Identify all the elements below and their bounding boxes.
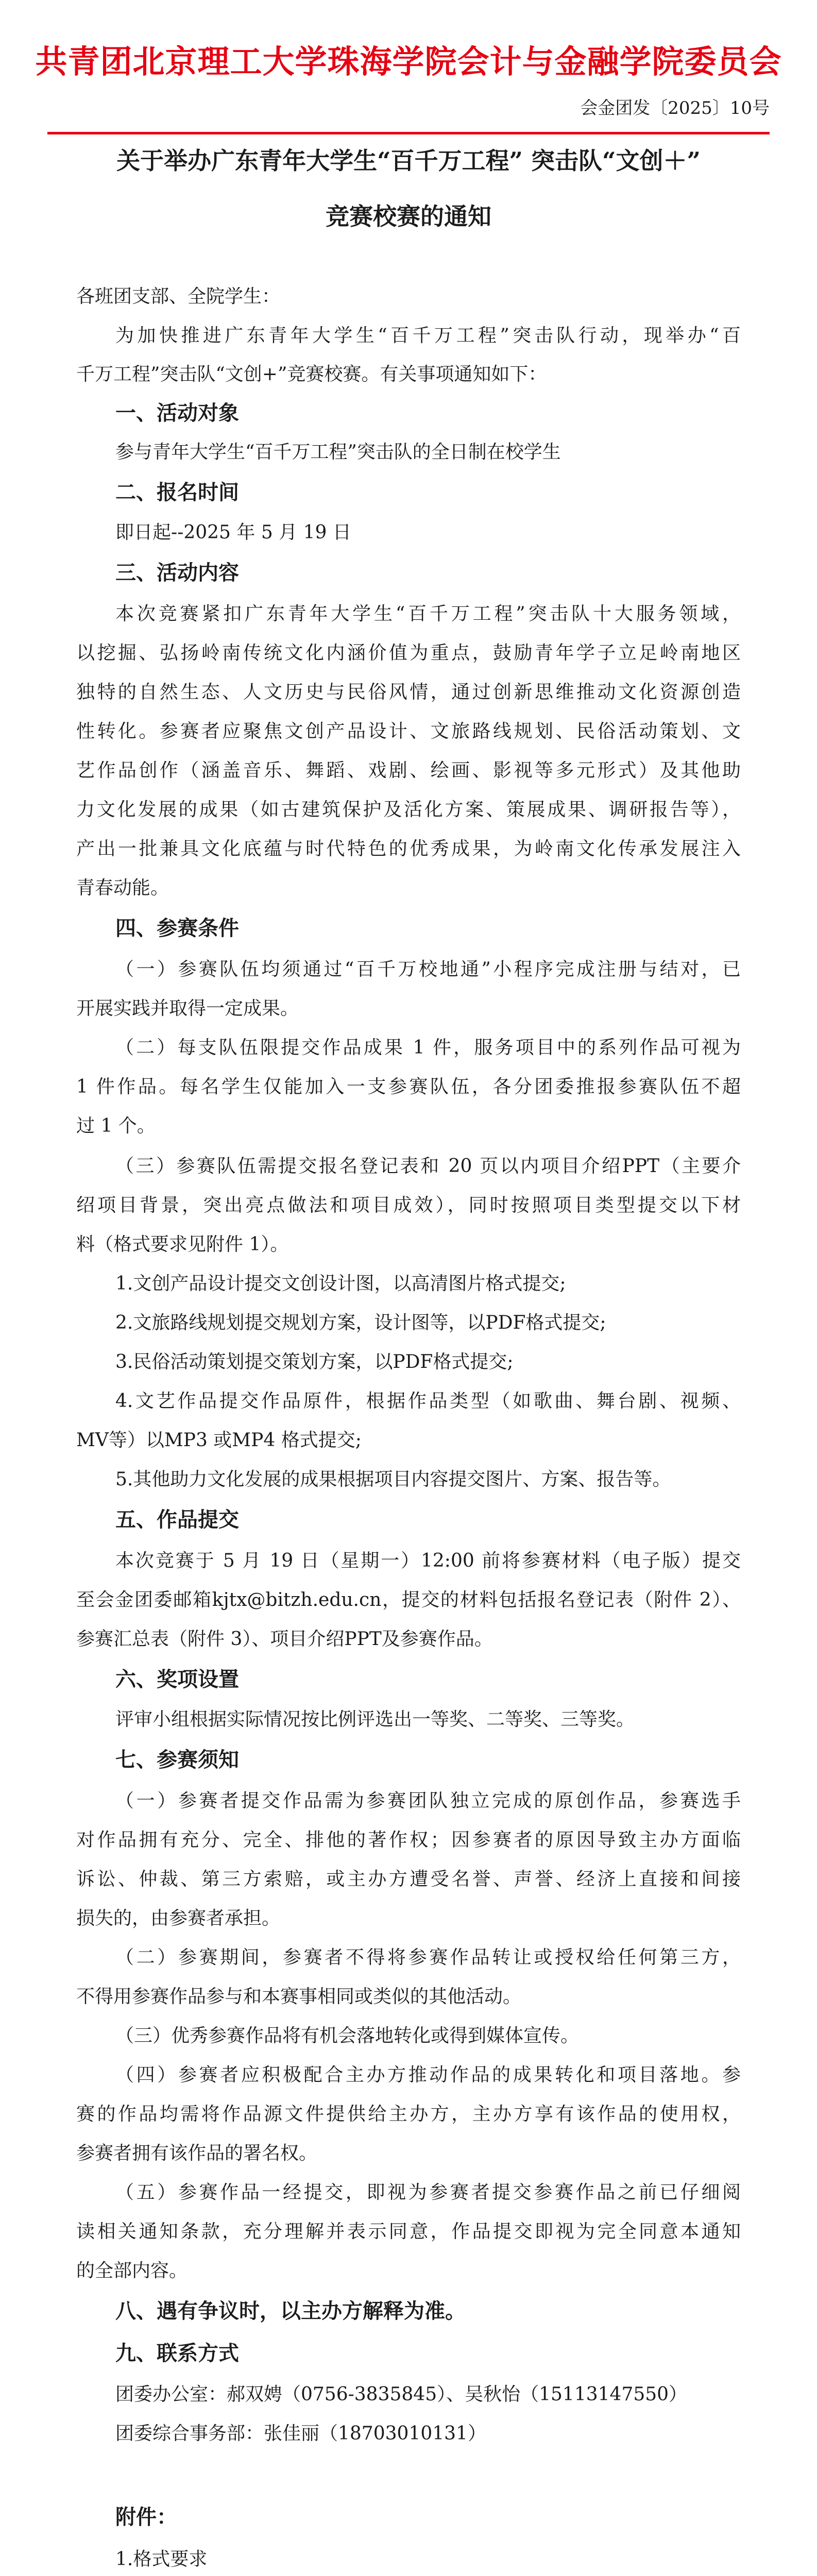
org-title: 共青团北京理工大学珠海学院会计与金融学院委员会 — [35, 43, 782, 80]
section-4-heading: 四、参赛条件 — [115, 916, 239, 940]
section-3-line: 青春动能。 — [76, 877, 169, 899]
notice-title-line-1: 关于举办广东青年大学生“百千万工程” 突击队“文创＋” — [116, 147, 701, 175]
section-3-line: 产出一批兼具文化底蕴与时代特色的优秀成果，为岭南文化传承发展注入 — [76, 838, 741, 859]
section-3-line: 以挖掘、弘扬岭南传统文化内涵价值为重点，鼓励青年学子立足岭南地区 — [76, 642, 741, 664]
section-7-p1-line: 对作品拥有充分、完全、排他的著作权；因参赛者的原因导致主办方面临 — [76, 1829, 741, 1851]
section-7-p2-line: 不得用参赛作品参与和本赛事相同或类似的其他活动。 — [76, 1986, 522, 2007]
section-5-line: 本次竞赛于 5 月 19 日（星期一）12:00 前将参赛材料（电子版）提交 — [115, 1550, 741, 1571]
section-7-heading: 七、参赛须知 — [115, 1748, 239, 1772]
section-3-line: 艺作品创作（涵盖音乐、舞蹈、戏剧、绘画、影视等多元形式）及其他助 — [76, 760, 741, 781]
section-8-heading: 八、遇有争议时，以主办方解释为准。 — [115, 2299, 466, 2323]
section-5-line: 至会金团委邮箱kjtx@bitzh.edu.cn，提交的材料包括报名登记表（附件 2）、 — [76, 1589, 741, 1611]
section-6-text: 评审小组根据实际情况按比例评选出一等奖、二等奖、三等奖。 — [115, 1709, 635, 1730]
section-4-p3-line: 料（格式要求见附件 1）。 — [76, 1234, 289, 1255]
section-4-item: 2.文旅路线规划提交规划方案，设计图等，以PDF格式提交; — [115, 1312, 606, 1333]
section-7-p4-line: （四）参赛者应积极配合主办方推动作品的成果转化和项目落地。参 — [115, 2064, 741, 2086]
section-4-p1-line: 开展实践并取得一定成果。 — [76, 998, 299, 1019]
red-divider — [47, 132, 770, 134]
salutation: 各班团支部、全院学生： — [76, 286, 281, 307]
section-7-p4-line: 赛的作品均需将作品源文件提供给主办方，主办方享有该作品的使用权， — [76, 2104, 741, 2125]
section-1-text: 参与青年大学生“百千万工程”突击队的全日制在校学生 — [115, 442, 561, 463]
section-4-item: 3.民俗活动策划提交策划方案，以PDF格式提交; — [115, 1351, 514, 1372]
section-7-p1-line: 诉讼、仲裁、第三方索赔，或主办方遭受名誉、声誉、经济上直接和间接 — [76, 1869, 741, 1890]
attachments-heading: 附件： — [115, 2505, 177, 2529]
section-5-line: 参赛汇总表（附件 3）、项目介绍PPT及参赛作品。 — [76, 1629, 493, 1650]
section-3-line: 性转化。参赛者应聚焦文创产品设计、文旅路线规划、民俗活动策划、文 — [76, 721, 741, 742]
contact-line: 团委综合事务部：张佳丽（18703010131） — [115, 2423, 486, 2444]
section-2-text: 即日起--2025 年 5 月 19 日 — [115, 522, 351, 543]
section-7-p1-line: 损失的，由参赛者承担。 — [76, 1908, 281, 1929]
section-1-heading: 一、活动对象 — [115, 401, 239, 425]
notice-title-line-2: 竞赛校赛的通知 — [326, 202, 491, 230]
section-6-heading: 六、奖项设置 — [115, 1667, 239, 1691]
section-7-p5-line: （五）参赛作品一经提交，即视为参赛者提交参赛作品之前已仔细阅 — [115, 2182, 741, 2203]
section-4-p2-line: 过 1 个。 — [76, 1115, 156, 1137]
section-2-heading: 二、报名时间 — [115, 480, 239, 504]
attachment-item: 1.格式要求 — [115, 2549, 208, 2570]
section-4-p3-line: （三）参赛队伍需提交报名登记表和 20 页以内项目介绍PPT（主要介 — [115, 1156, 741, 1177]
section-4-item: 4.文艺作品提交作品原件，根据作品类型（如歌曲、舞台剧、视频、 — [115, 1391, 741, 1412]
section-4-item: 1.文创产品设计提交文创设计图，以高清图片格式提交; — [115, 1273, 566, 1294]
section-4-p1-line: （一）参赛队伍均须通过“百千万校地通”小程序完成注册与结对，已 — [115, 959, 741, 980]
section-9-heading: 九、联系方式 — [115, 2341, 239, 2365]
section-5-heading: 五、作品提交 — [115, 1507, 239, 1532]
section-4-p2-line: 1 件作品。每名学生仅能加入一支参赛队伍，各分团委推报参赛队伍不超 — [76, 1076, 741, 1097]
section-3-line: 本次竞赛紧扣广东青年大学生“百千万工程”突击队十大服务领域， — [115, 603, 741, 624]
contact-line: 团委办公室：郝双娉（0756-3835845）、吴秋怡（15113147550） — [115, 2384, 688, 2405]
section-4-item: MV等）以MP3 或MP4 格式提交; — [76, 1430, 362, 1451]
intro-line-2: 千万工程”突击队“文创+”竞赛校赛。有关事项通知如下： — [76, 364, 547, 385]
intro-line-1: 为加快推进广东青年大学生“百千万工程”突击队行动，现举办“百 — [115, 325, 741, 346]
section-3-line: 力文化发展的成果（如古建筑保护及活化方案、策展成果、调研报告等）， — [76, 799, 741, 820]
section-4-item: 5.其他助力文化发展的成果根据项目内容提交图片、方案、报告等。 — [115, 1469, 671, 1490]
section-3-heading: 三、活动内容 — [115, 561, 239, 585]
section-7-p1-line: （一）参赛者提交作品需为参赛团队独立完成的原创作品，参赛选手 — [115, 1790, 741, 1811]
document-number: 会金团发〔2025〕10号 — [580, 98, 770, 118]
section-7-p3-line: （三）优秀参赛作品将有机会落地转化或得到媒体宣传。 — [115, 2025, 580, 2046]
section-7-p4-line: 参赛者拥有该作品的署名权。 — [76, 2143, 318, 2164]
section-7-p5-line: 读相关通知条款，充分理解并表示同意，作品提交即视为完全同意本通知 — [76, 2221, 741, 2242]
section-7-p5-line: 的全部内容。 — [76, 2260, 188, 2281]
section-7-p2-line: （二）参赛期间，参赛者不得将参赛作品转让或授权给任何第三方， — [115, 1947, 741, 1968]
section-4-p3-line: 绍项目背景，突出亮点做法和项目成效），同时按照项目类型提交以下材 — [76, 1195, 741, 1216]
section-3-line: 独特的自然生态、人文历史与民俗风情，通过创新思维推动文化资源创造 — [76, 682, 741, 703]
section-4-p2-line: （二）每支队伍限提交作品成果 1 件，服务项目中的系列作品可视为 — [115, 1037, 741, 1058]
